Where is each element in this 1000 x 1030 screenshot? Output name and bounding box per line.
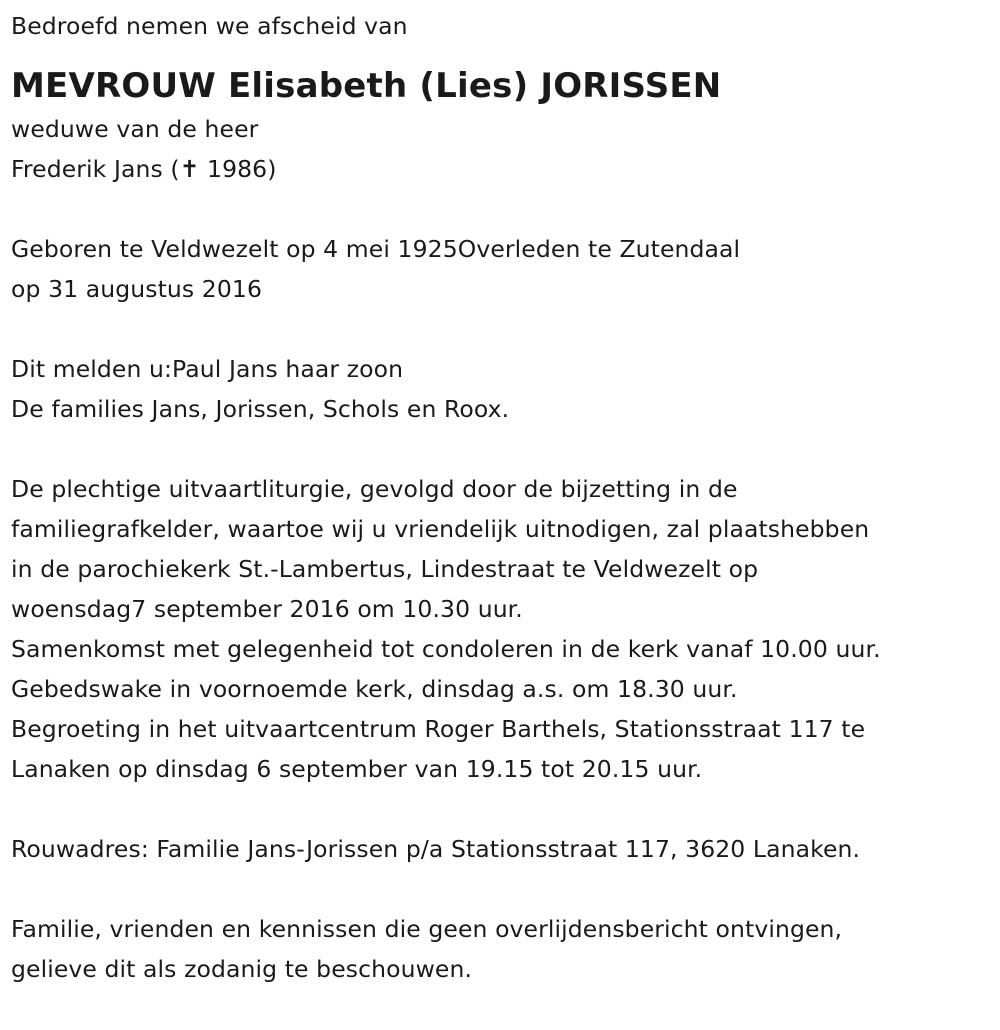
widow-line-2: Frederik Jans (✝ 1986) <box>11 155 277 183</box>
birth-death-line-2: op 31 augustus 2016 <box>11 275 263 303</box>
mourning-address: Rouwadres: Familie Jans-Jorissen p/a Stationsstraat 117, 3620 Lanaken. <box>11 835 861 863</box>
birth-death-line-1: Geboren te Veldwezelt op 4 mei 1925Overleden te Zutendaal <box>11 235 741 263</box>
closing-line-2: gelieve dit als zodanig te beschouwen. <box>11 955 473 983</box>
spacer <box>11 789 985 829</box>
spacer <box>11 869 985 909</box>
announce-line-1: Dit melden u:Paul Jans haar zoon <box>11 355 404 383</box>
spacer <box>11 429 985 469</box>
funeral-line: woensdag7 september 2016 om 10.30 uur. <box>11 595 523 623</box>
spacer <box>11 309 985 349</box>
spacer <box>11 189 985 229</box>
funeral-line: De plechtige uitvaartliturgie, gevolgd door de bijzetting in de <box>11 475 738 503</box>
funeral-line: familiegrafkelder, waartoe wij u vriendelijk uitnodigen, zal plaatshebben <box>11 515 870 543</box>
visitation-line-2: Lanaken op dinsdag 6 september van 19.15 tot 20.15 uur. <box>11 755 703 783</box>
condolence-line: Samenkomst met gelegenheid tot condoleren in de kerk vanaf 10.00 uur. <box>11 635 881 663</box>
widow-line-1: weduwe van de heer <box>11 115 259 143</box>
intro-text: Bedroefd nemen we afscheid van <box>11 12 408 40</box>
announce-line-2: De families Jans, Jorissen, Schols en Roox. <box>11 395 510 423</box>
closing-line-1: Familie, vrienden en kennissen die geen overlijdensbericht ontvingen, <box>11 915 843 943</box>
visitation-line-1: Begroeting in het uitvaartcentrum Roger Barthels, Stationsstraat 117 te <box>11 715 866 743</box>
deceased-name: MEVROUW Elisabeth (Lies) JORISSEN <box>11 66 722 106</box>
vigil-line: Gebedswake in voornoemde kerk, dinsdag a.s. om 18.30 uur. <box>11 675 738 703</box>
funeral-line: in de parochiekerk St.-Lambertus, Lindestraat te Veldwezelt op <box>11 555 759 583</box>
